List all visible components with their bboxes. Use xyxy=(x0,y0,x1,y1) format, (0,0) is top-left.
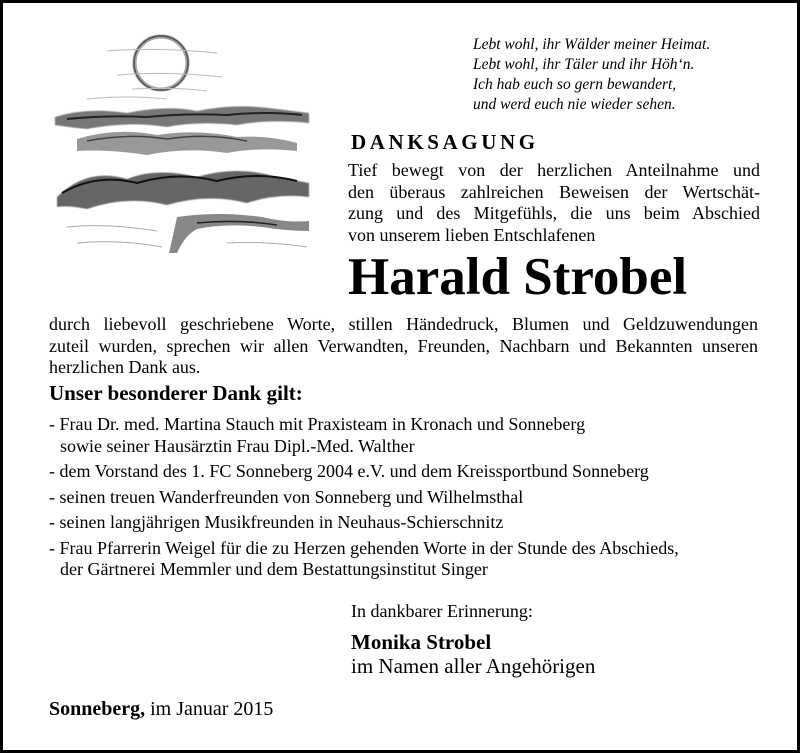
poem-line: Lebt wohl, ihr Wälder meiner Heimat. xyxy=(473,36,711,53)
list-item-line: - dem Vorstand des 1. FC Sonneberg 2004 e.V. und dem Kreissportbund Sonneberg xyxy=(49,461,649,481)
list-item-line: sowie seiner Hausärztin Frau Dipl.-Med. Walther xyxy=(60,435,415,456)
intro-line: von unserem lieben Entschlafenen xyxy=(348,224,596,245)
poem-line: Lebt wohl, ihr Täler und ihr Höh‘n. xyxy=(473,56,695,73)
intro-line: den überaus zahlreichen Beweisen der Wertschät- xyxy=(348,181,760,202)
poem-line: und werd euch nie wieder sehen. xyxy=(473,96,676,113)
list-item-line: - Frau Pfarrerin Weigel für die zu Herzen gehenden Worte in der Stunde des Abschieds, xyxy=(49,537,679,558)
intro-text xyxy=(348,160,760,246)
closing-phrase: In dankbarer Erinnerung: xyxy=(351,601,533,621)
footer-place-date xyxy=(49,698,273,721)
list-item-line: - seinen langjährigen Musikfreunden in Neuhaus-Schierschnitz xyxy=(49,512,504,532)
footer-place: Sonneberg, xyxy=(49,698,146,720)
special-thanks-title: Unser besonderer Dank gilt: xyxy=(49,381,303,405)
footer-date: im Januar 2015 xyxy=(150,698,274,720)
list-item xyxy=(49,538,769,581)
list-item-line: der Gärtnerei Memmler und dem Bestattungsinstitut Singer xyxy=(60,559,488,579)
body-text xyxy=(49,314,758,379)
list-item-line: - Frau Dr. med. Martina Stauch mit Praxisteam in Kronach und Sonneberg xyxy=(49,414,586,434)
deceased-name: Harald Strobel xyxy=(348,248,688,306)
list-item xyxy=(49,414,769,457)
poem xyxy=(473,35,773,115)
list-item xyxy=(49,461,769,483)
body-line: herzlichen Dank aus. xyxy=(49,357,201,377)
special-thanks-list xyxy=(49,414,769,585)
landscape-sketch-icon xyxy=(47,17,317,265)
signer-subtitle: im Namen aller Angehörigen xyxy=(351,654,596,678)
intro-line: zung und des Mitgefühls, die uns beim Abschied xyxy=(348,203,760,223)
body-line: durch liebevoll geschriebene Worte, stillen Händedruck, Blumen und Geldzuwendungen xyxy=(49,314,758,334)
list-item xyxy=(49,487,769,509)
list-item xyxy=(49,512,769,534)
signer-name: Monika Strobel xyxy=(351,630,492,654)
heading: DANKSAGUNG xyxy=(351,130,539,154)
poem-line: Ich hab euch so gern bewandert, xyxy=(473,76,677,93)
body-line: zuteil wurden, sprechen wir allen Verwandten, Freunden, Nachbarn und Bekannten unseren xyxy=(49,335,758,356)
intro-line: Tief bewegt von der herzlichen Anteilnahme und xyxy=(348,160,760,180)
list-item-line: - seinen treuen Wanderfreunden von Sonneberg und Wilhelmsthal xyxy=(49,486,524,507)
